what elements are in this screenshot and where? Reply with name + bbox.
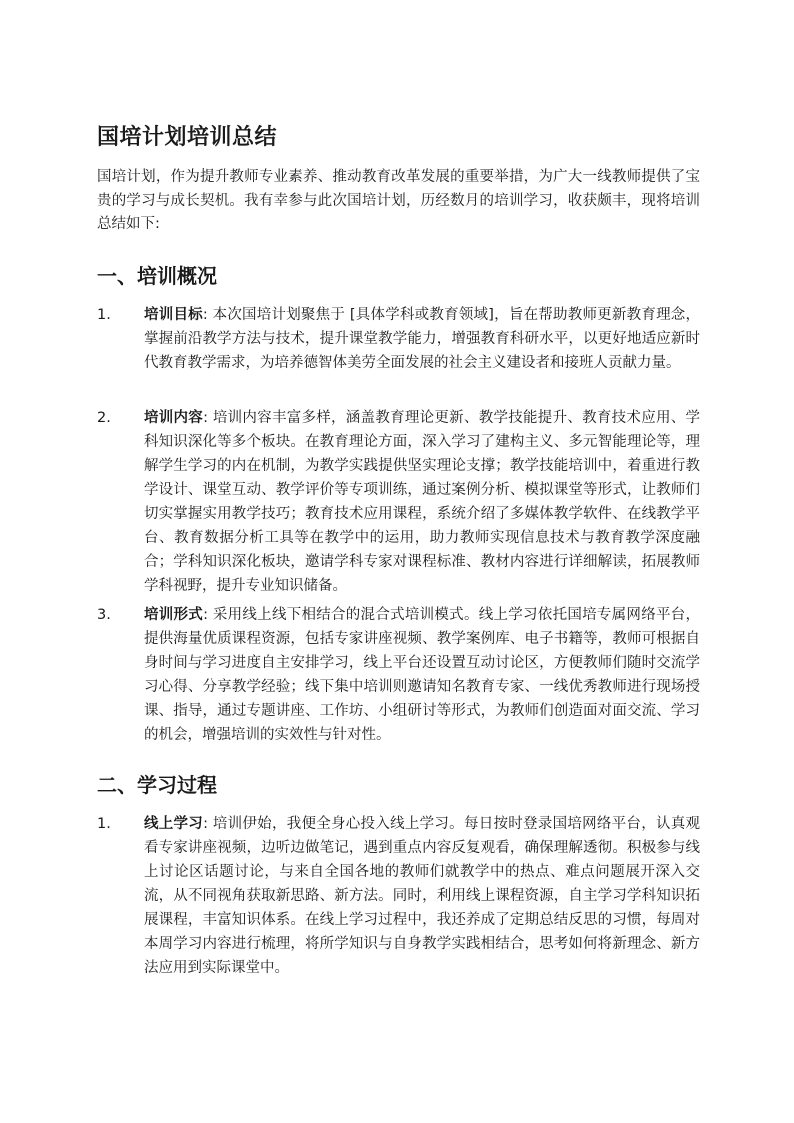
list-item-text: : 培训内容丰富多样，涵盖教育理论更新、教学技能提升、教育技术应用、学科知识深化等多个板块。在教育理论方面，深入学习了建构主义、多元智能理论等，理解学生学习的内在机制，为教学实践提供坚实理论支撑；教学技能培训中，着重进行教学设计、课堂互动、教学评价等专项训练，通过案例分析、模拟课堂等形式，让教师们切实掌握实用教学技巧；教育技术应用课程，系统介绍了多媒体教学软件、在线教学平台、教育数据分析工具等在教学中的运用，助力教师实现信息技术与教育教学深度融合；学科知识深化板块，邀请学科专家对课程标准、教材内容进行详细解读，拓展教师学科视野，提升专业知识储备。 [144,410,701,594]
list-item-label: 培训目标 [144,307,203,323]
list-item-number: 1. [97,816,111,832]
list-item-text: : 本次国培计划聚焦于 [具体学科或教育领域]，旨在帮助教师更新教育理念，掌握前沿教学方法与技术，提升课堂教学能力，增强教育科研水平，以更好地适应新时代教育教学需求，为培养德智体美劳全面发展的社会主义建设者和接班人贡献力量。 [144,307,701,371]
intro-paragraph: 国培计划，作为提升教师专业素养、推动教育改革发展的重要举措，为广大一线教师提供了宝贵的学习与成长契机。我有幸参与此次国培计划，历经数月的培训学习，收获颇丰，现将培训总结如下: [97,169,700,232]
list-item-label: 培训内容 [144,410,204,426]
list-item-body [144,603,700,747]
list-item-number: 3. [97,607,111,623]
list-item-body [144,303,700,375]
list-item [97,303,700,375]
section-heading-overview: 一、培训概况 [97,264,217,288]
list-item-body [144,406,700,598]
list-item-text: : 采用线上线下相结合的混合式培训模式。线上学习依托国培专属网络平台，提供海量优质课程资源，包括专家讲座视频、教学案例库、电子书籍等，教师可根据自身时间与学习进度自主安排学习，线上平台还设置互动讨论区，方便教师们随时交流学习心得、分享教学经验；线下集中培训则邀请知名教育专家、一线优秀教师进行现场授课、指导，通过专题讲座、工作坊、小组研讨等形式，为教师们创造面对面交流、学习的机会，增强培训的实效性与针对性。 [144,607,701,743]
list-item-label: 线上学习 [144,816,204,832]
list-item-number: 1. [97,307,111,323]
list-item-number: 2. [97,410,111,426]
document-title: 国培计划培训总结 [97,125,278,150]
list-item [97,603,700,747]
section-heading-process: 二、学习过程 [97,773,217,797]
list-item [97,406,700,598]
list-item-label: 培训形式 [144,607,204,623]
list-item-text: : 培训伊始，我便全身心投入线上学习。每日按时登录国培网络平台，认真观看专家讲座视频，边听边做笔记，遇到重点内容反复观看，确保理解透彻。积极参与线上讨论区话题讨论，与来自全国各地的教师们就教学中的热点、难点问题展开深入交流，从不同视角获取新思路、新方法。同时，利用线上课程资源，自主学习学科知识拓展课程，丰富知识体系。在线上学习过程中，我还养成了定期总结反思的习惯，每周对本周学习内容进行梳理，将所学知识与自身教学实践相结合，思考如何将新理念、新方法应用到实际课堂中。 [144,816,701,976]
list-item-body [144,812,700,980]
list-item [97,812,700,980]
